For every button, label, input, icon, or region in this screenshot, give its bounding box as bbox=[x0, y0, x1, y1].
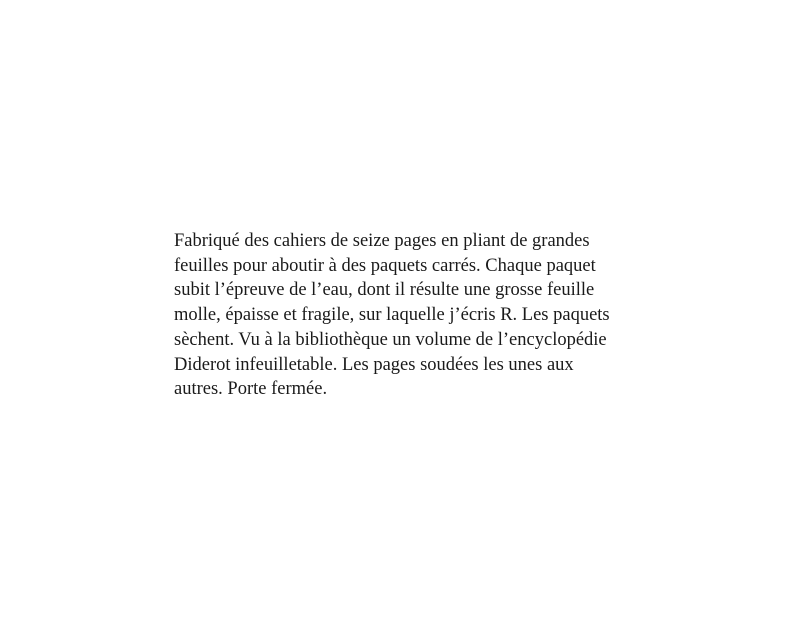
paragraph-line: autres. Porte fermée. bbox=[174, 379, 328, 400]
paragraph-line: feuilles pour aboutir à des paquets carrés. Chaque paquet bbox=[174, 255, 596, 276]
paragraph-line: subit l’épreuve de l’eau, dont il résulte une grosse feuille bbox=[174, 280, 595, 301]
body-paragraph bbox=[174, 229, 644, 402]
paragraph-line: molle, épaisse et fragile, sur laquelle j’écris R. Les paquets bbox=[174, 305, 610, 326]
paragraph-line: sèchent. Vu à la bibliothèque un volume de l’encyclopédie bbox=[174, 329, 607, 350]
paragraph-line: Fabriqué des cahiers de seize pages en pliant de grandes bbox=[174, 231, 590, 251]
paragraph-line: Diderot infeuilletable. Les pages soudées les unes aux bbox=[174, 354, 574, 375]
